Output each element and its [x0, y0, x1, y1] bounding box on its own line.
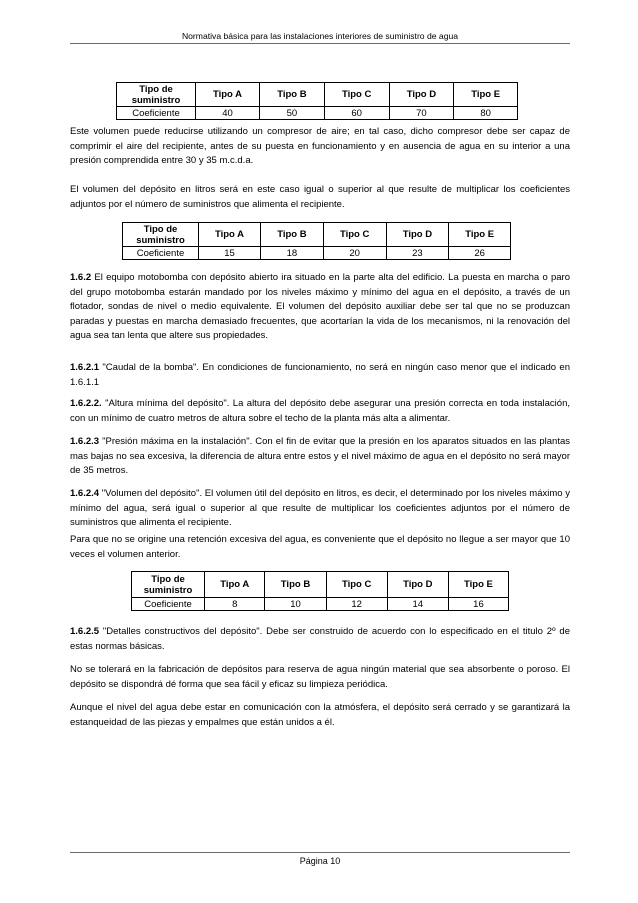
table-header-cell: Tipo E [448, 572, 508, 598]
table-header-cell: Tipo de suministro [132, 572, 205, 598]
table-row-label: Coeficiente [132, 598, 205, 611]
paragraph: 1.6.2.1 "Caudal de la bomba". En condiciones de funcionamiento, no será en ningún caso menor que el indicado en 1.6.1.1 [70, 362, 570, 388]
table-cell: 8 [205, 598, 265, 611]
table-header-cell: Tipo E [454, 83, 518, 107]
paragraph: El volumen del depósito en litros será en este caso igual o superior al que resulte de multiplicar los coeficientes adjuntos por el número de suministros que alimenta el recipiente. [70, 184, 570, 210]
table-header-cell: Tipo D [386, 223, 449, 247]
table-header-cell: Tipo de suministro [123, 223, 199, 247]
paragraph: 1.6.2 El equipo motobomba con depósito abierto ira situado en la parte alta del edificio. La puesta en marcha o paro del grupo motobomba estarán mandado por los niveles máximo y mínimo del agua en el depósito, a través de un flotador, sondas de nivel o medio equivalente. El volumen del depósito auxiliar debe ser tal que no se produzcan paradas y puestas en marcha demasiado frecuentes, que acortarían la vida de los mecanismos, ni la renovación del agua sea tan lenta que altere sus propiedades. [70, 272, 570, 341]
table-row-label: Coeficiente [117, 107, 196, 120]
header-rule [70, 43, 570, 44]
table-header-cell: Tipo A [196, 83, 260, 107]
table-header-cell: Tipo B [265, 572, 326, 598]
paragraph: 1.6.2.2. "Altura mínima del depósito". La altura del depósito debe asegurar una presión correcta en toda instalación, con un mínimo de cuatro metros de altura sobre el techo de la planta más alta a alimentar. [70, 398, 570, 424]
paragraph: 1.6.2.3 "Presión máxima en la instalación". Con el fin de evitar que la presión en los aparatos situados en las plantas mas bajas no sea excesiva, la diferencia de altura entre estos y el nivel máximo de agua en el depósito no será mayor de 35 metros. [70, 436, 570, 476]
table-header-cell: Tipo C [326, 572, 387, 598]
table-cell: 80 [454, 107, 518, 120]
table-cell: 16 [448, 598, 508, 611]
table-header-cell: Tipo C [324, 83, 389, 107]
paragraph: Para que no se origine una retención excesiva del agua, es conveniente que el depósito no llegue a ser mayor que 10 veces el volumen anterior. [70, 534, 570, 560]
table-cell: 23 [386, 247, 449, 260]
coeficientes-table-2 [122, 222, 511, 260]
table-row-label: Coeficiente [123, 247, 199, 260]
table-cell: 50 [260, 107, 325, 120]
coeficientes-table-3 [131, 571, 509, 611]
table-cell: 14 [387, 598, 448, 611]
table-header-cell: Tipo de suministro [117, 83, 196, 107]
paragraph: 1.6.2.5 "Detalles constructivos del depósito". Debe ser construido de acuerdo con lo especificado en el titulo 2º de estas normas básicas. [70, 626, 570, 652]
table-header-cell: Tipo A [199, 223, 261, 247]
table-header-cell: Tipo A [205, 572, 265, 598]
table-header-cell: Tipo B [260, 83, 325, 107]
table-cell: 70 [389, 107, 454, 120]
table-header-cell: Tipo D [389, 83, 454, 107]
paragraph: Este volumen puede reducirse utilizando un compresor de aire; en tal caso, dicho compresor debe ser capaz de comprimir el aire del recipiente, antes de su puesta en funcionamiento y en ausencia de agua en su interior a una presión comprendida entre 30 y 35 m.c.d.a. [70, 126, 570, 166]
coeficientes-table-1 [116, 82, 518, 120]
page-header: Normativa básica para las instalaciones interiores de suministro de agua [181, 31, 459, 41]
table-header-cell: Tipo E [449, 223, 511, 247]
paragraph: No se tolerará en la fabricación de depósitos para reserva de agua ningún material que sea absorbente o poroso. El depósito se dispondrá dé forma que sea fácil y eficaz su limpieza periódica. [70, 664, 570, 690]
page-number: Página 10 [299, 856, 341, 866]
table-header-cell: Tipo C [323, 223, 386, 247]
table-cell: 20 [323, 247, 386, 260]
table-cell: 12 [326, 598, 387, 611]
table-cell: 40 [196, 107, 260, 120]
paragraph: 1.6.2.4 "Volumen del depósito". El volumen útil del depósito en litros, es decir, el determinado por los niveles máximo y mínimo del agua, será igual o superior al que resulte de multiplicar los coeficientes adjuntos por el número de suministros que alimenta el recipiente. [70, 488, 570, 528]
table-cell: 10 [265, 598, 326, 611]
table-header-cell: Tipo D [387, 572, 448, 598]
paragraph: Aunque el nivel del agua debe estar en comunicación con la atmósfera, el depósito será cerrado y se garantizará la estanqueidad de las piezas y empalmes que están unidos a él. [70, 702, 570, 728]
table-cell: 60 [324, 107, 389, 120]
table-cell: 18 [261, 247, 324, 260]
footer-rule [70, 852, 570, 853]
table-cell: 26 [449, 247, 511, 260]
table-header-cell: Tipo B [261, 223, 324, 247]
table-cell: 15 [199, 247, 261, 260]
